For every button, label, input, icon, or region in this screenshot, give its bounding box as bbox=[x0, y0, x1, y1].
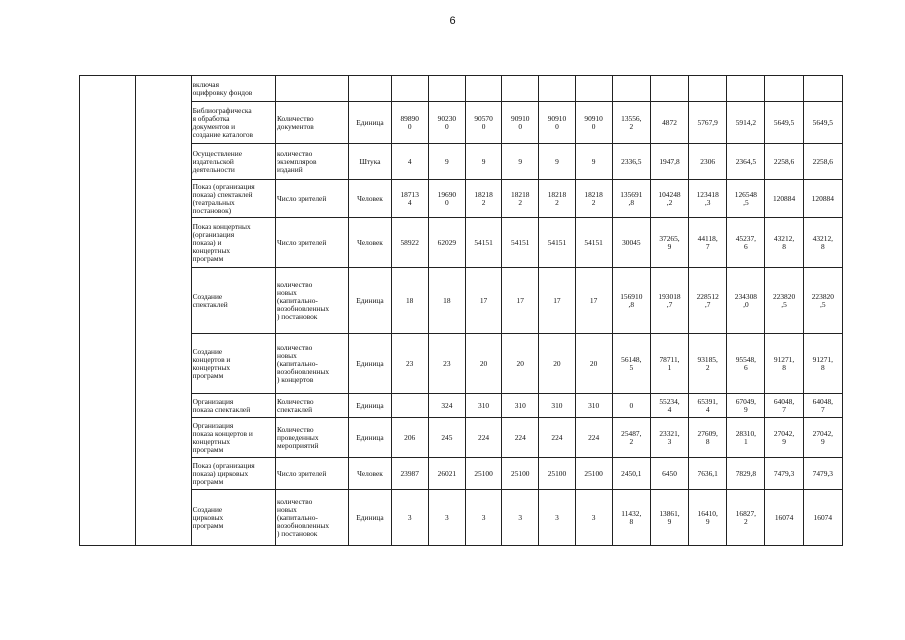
volume-value-cell: 224 bbox=[465, 418, 501, 458]
volume-value-cell: 54151 bbox=[502, 218, 539, 268]
blank-column-cell bbox=[80, 76, 136, 546]
cost-value-cell: 156910 ,8 bbox=[612, 268, 650, 334]
volume-value-cell: 54151 bbox=[575, 218, 612, 268]
volume-value-cell: 19690 0 bbox=[428, 180, 465, 218]
cost-value-cell: 43212, 8 bbox=[803, 218, 842, 268]
unit-cell: Единица bbox=[349, 268, 391, 334]
volume-value-cell: 310 bbox=[539, 394, 575, 418]
cost-value-cell bbox=[689, 76, 727, 102]
volume-value-cell: 9 bbox=[428, 144, 465, 180]
cost-value-cell: 27042, 9 bbox=[765, 418, 803, 458]
volume-value-cell: 18218 2 bbox=[465, 180, 501, 218]
volume-value-cell: 58922 bbox=[391, 218, 428, 268]
service-name-cell: Показ (организация показа) цирковых программ bbox=[191, 458, 275, 490]
volume-value-cell: 310 bbox=[502, 394, 539, 418]
unit-cell: Человек bbox=[349, 218, 391, 268]
cost-value-cell: 193018 ,7 bbox=[650, 268, 688, 334]
cost-value-cell: 2258,6 bbox=[765, 144, 803, 180]
cost-value-cell: 5914,2 bbox=[727, 102, 765, 144]
service-name-cell: Организация показа концертов и концертных программ bbox=[191, 418, 275, 458]
volume-value-cell: 9 bbox=[502, 144, 539, 180]
cost-value-cell: 234308 ,0 bbox=[727, 268, 765, 334]
cost-value-cell: 13556, 2 bbox=[612, 102, 650, 144]
table-row bbox=[80, 180, 843, 218]
cost-value-cell: 120884 bbox=[803, 180, 842, 218]
volume-value-cell: 3 bbox=[428, 490, 465, 546]
volume-value-cell: 90910 0 bbox=[502, 102, 539, 144]
unit-cell: Единица bbox=[349, 102, 391, 144]
table-row bbox=[80, 144, 843, 180]
cost-value-cell: 16410, 9 bbox=[689, 490, 727, 546]
volume-value-cell: 4 bbox=[391, 144, 428, 180]
volume-value-cell bbox=[539, 76, 575, 102]
volume-value-cell: 89890 0 bbox=[391, 102, 428, 144]
cost-value-cell: 16827, 2 bbox=[727, 490, 765, 546]
cost-value-cell: 56148, 5 bbox=[612, 334, 650, 394]
volume-value-cell bbox=[575, 76, 612, 102]
volume-value-cell: 20 bbox=[465, 334, 501, 394]
indicator-cell: Число зрителей bbox=[276, 180, 349, 218]
volume-value-cell: 9 bbox=[575, 144, 612, 180]
volume-value-cell: 17 bbox=[465, 268, 501, 334]
unit-cell: Единица bbox=[349, 418, 391, 458]
cost-value-cell: 91271, 8 bbox=[765, 334, 803, 394]
volume-value-cell: 54151 bbox=[465, 218, 501, 268]
volume-value-cell: 25100 bbox=[502, 458, 539, 490]
cost-value-cell: 123418 ,3 bbox=[689, 180, 727, 218]
volume-value-cell bbox=[502, 76, 539, 102]
cost-value-cell bbox=[650, 76, 688, 102]
volume-value-cell: 90230 0 bbox=[428, 102, 465, 144]
service-name-cell: включая оцифровку фондов bbox=[191, 76, 275, 102]
unit-cell: Единица bbox=[349, 334, 391, 394]
cost-value-cell: 44118, 7 bbox=[689, 218, 727, 268]
volume-value-cell: 18218 2 bbox=[502, 180, 539, 218]
volume-value-cell: 25100 bbox=[465, 458, 501, 490]
service-name-cell: Осуществление издательской деятельности bbox=[191, 144, 275, 180]
volume-value-cell: 18 bbox=[428, 268, 465, 334]
indicator-cell: количество новых (капитально- возобновленных ) концертов bbox=[276, 334, 349, 394]
volume-value-cell: 90910 0 bbox=[575, 102, 612, 144]
table-row bbox=[80, 458, 843, 490]
cost-value-cell: 23321, 3 bbox=[650, 418, 688, 458]
table-row bbox=[80, 394, 843, 418]
cost-value-cell: 104248 ,2 bbox=[650, 180, 688, 218]
volume-value-cell: 3 bbox=[465, 490, 501, 546]
service-name-cell: Организация показа спектаклей bbox=[191, 394, 275, 418]
cost-value-cell: 7636,1 bbox=[689, 458, 727, 490]
indicator-cell: Число зрителей bbox=[276, 218, 349, 268]
cost-value-cell: 30045 bbox=[612, 218, 650, 268]
volume-value-cell: 224 bbox=[502, 418, 539, 458]
cost-value-cell: 2306 bbox=[689, 144, 727, 180]
cost-value-cell: 223820 ,5 bbox=[765, 268, 803, 334]
cost-value-cell: 43212, 8 bbox=[765, 218, 803, 268]
cost-value-cell: 55234, 4 bbox=[650, 394, 688, 418]
volume-value-cell: 3 bbox=[502, 490, 539, 546]
volume-value-cell: 206 bbox=[391, 418, 428, 458]
cost-value-cell: 4872 bbox=[650, 102, 688, 144]
cost-value-cell: 5649,5 bbox=[803, 102, 842, 144]
volume-value-cell: 9 bbox=[465, 144, 501, 180]
cost-value-cell: 0 bbox=[612, 394, 650, 418]
cost-value-cell bbox=[727, 76, 765, 102]
volume-value-cell bbox=[391, 394, 428, 418]
cost-value-cell bbox=[765, 76, 803, 102]
volume-value-cell: 17 bbox=[502, 268, 539, 334]
cost-value-cell: 2336,5 bbox=[612, 144, 650, 180]
cost-value-cell: 27609, 8 bbox=[689, 418, 727, 458]
cost-value-cell: 16074 bbox=[765, 490, 803, 546]
unit-cell: Единица bbox=[349, 394, 391, 418]
cost-value-cell: 126548 ,5 bbox=[727, 180, 765, 218]
volume-value-cell: 3 bbox=[575, 490, 612, 546]
cost-value-cell: 228512 ,7 bbox=[689, 268, 727, 334]
volume-value-cell: 23987 bbox=[391, 458, 428, 490]
cost-value-cell: 95548, 6 bbox=[727, 334, 765, 394]
cost-value-cell: 2364,5 bbox=[727, 144, 765, 180]
cost-value-cell: 27042, 9 bbox=[803, 418, 842, 458]
unit-cell: Человек bbox=[349, 180, 391, 218]
service-name-cell: Создание цирковых программ bbox=[191, 490, 275, 546]
cost-value-cell: 25487, 2 bbox=[612, 418, 650, 458]
table-row bbox=[80, 102, 843, 144]
volume-value-cell: 224 bbox=[539, 418, 575, 458]
volume-value-cell: 18218 2 bbox=[539, 180, 575, 218]
service-name-cell: Создание спектаклей bbox=[191, 268, 275, 334]
cost-value-cell: 65391, 4 bbox=[689, 394, 727, 418]
indicator-cell: количество новых (капитально- возобновленных ) постановок bbox=[276, 268, 349, 334]
cost-value-cell bbox=[612, 76, 650, 102]
unit-cell: Единица bbox=[349, 490, 391, 546]
page-number: 6 bbox=[449, 15, 456, 27]
table-row bbox=[80, 218, 843, 268]
volume-value-cell: 3 bbox=[539, 490, 575, 546]
service-name-cell: Показ концертных (организация показа) и концертных программ bbox=[191, 218, 275, 268]
volume-value-cell bbox=[465, 76, 501, 102]
services-table bbox=[79, 75, 843, 546]
table-row bbox=[80, 76, 843, 102]
cost-value-cell: 67049, 9 bbox=[727, 394, 765, 418]
volume-value-cell: 18218 2 bbox=[575, 180, 612, 218]
unit-cell bbox=[349, 76, 391, 102]
service-name-cell: Показ (организация показа) спектаклей (театральных постановок) bbox=[191, 180, 275, 218]
table-row bbox=[80, 268, 843, 334]
volume-value-cell: 3 bbox=[391, 490, 428, 546]
cost-value-cell: 37265, 9 bbox=[650, 218, 688, 268]
indicator-cell: количество экземпляров изданий bbox=[276, 144, 349, 180]
unit-cell: Штука bbox=[349, 144, 391, 180]
cost-value-cell: 11432, 8 bbox=[612, 490, 650, 546]
volume-value-cell: 310 bbox=[575, 394, 612, 418]
volume-value-cell: 20 bbox=[502, 334, 539, 394]
indicator-cell: количество новых (капитально- возобновленных ) постановок bbox=[276, 490, 349, 546]
cost-value-cell: 91271, 8 bbox=[803, 334, 842, 394]
volume-value-cell: 62029 bbox=[428, 218, 465, 268]
unit-cell: Человек bbox=[349, 458, 391, 490]
volume-value-cell: 90910 0 bbox=[539, 102, 575, 144]
table-row bbox=[80, 418, 843, 458]
volume-value-cell: 310 bbox=[465, 394, 501, 418]
volume-value-cell: 26021 bbox=[428, 458, 465, 490]
volume-value-cell: 18713 4 bbox=[391, 180, 428, 218]
cost-value-cell: 120884 bbox=[765, 180, 803, 218]
indicator-cell: Количество документов bbox=[276, 102, 349, 144]
cost-value-cell: 5767,9 bbox=[689, 102, 727, 144]
cost-value-cell: 93185, 2 bbox=[689, 334, 727, 394]
volume-value-cell: 18 bbox=[391, 268, 428, 334]
cost-value-cell: 2258,6 bbox=[803, 144, 842, 180]
cost-value-cell: 7479,3 bbox=[803, 458, 842, 490]
volume-value-cell: 90570 0 bbox=[465, 102, 501, 144]
volume-value-cell: 224 bbox=[575, 418, 612, 458]
blank-column-cell bbox=[136, 76, 191, 546]
indicator-cell: Число зрителей bbox=[276, 458, 349, 490]
volume-value-cell: 324 bbox=[428, 394, 465, 418]
cost-value-cell: 64048, 7 bbox=[765, 394, 803, 418]
cost-value-cell bbox=[803, 76, 842, 102]
indicator-cell: Количество спектаклей bbox=[276, 394, 349, 418]
cost-value-cell: 13861, 9 bbox=[650, 490, 688, 546]
cost-value-cell: 6450 bbox=[650, 458, 688, 490]
volume-value-cell: 25100 bbox=[575, 458, 612, 490]
service-name-cell: Библиографическа я обработка документов и создание каталогов bbox=[191, 102, 275, 144]
table-row bbox=[80, 490, 843, 546]
volume-value-cell bbox=[391, 76, 428, 102]
cost-value-cell: 7479,3 bbox=[765, 458, 803, 490]
table-row bbox=[80, 334, 843, 394]
volume-value-cell: 54151 bbox=[539, 218, 575, 268]
volume-value-cell: 20 bbox=[539, 334, 575, 394]
volume-value-cell: 245 bbox=[428, 418, 465, 458]
volume-value-cell: 25100 bbox=[539, 458, 575, 490]
volume-value-cell bbox=[428, 76, 465, 102]
cost-value-cell: 16074 bbox=[803, 490, 842, 546]
cost-value-cell: 45237, 6 bbox=[727, 218, 765, 268]
service-name-cell: Создание концертов и концертных программ bbox=[191, 334, 275, 394]
cost-value-cell: 2450,1 bbox=[612, 458, 650, 490]
volume-value-cell: 23 bbox=[391, 334, 428, 394]
volume-value-cell: 17 bbox=[575, 268, 612, 334]
cost-value-cell: 28310, 1 bbox=[727, 418, 765, 458]
cost-value-cell: 1947,8 bbox=[650, 144, 688, 180]
cost-value-cell: 7829,8 bbox=[727, 458, 765, 490]
cost-value-cell: 5649,5 bbox=[765, 102, 803, 144]
volume-value-cell: 23 bbox=[428, 334, 465, 394]
cost-value-cell: 135691 ,8 bbox=[612, 180, 650, 218]
volume-value-cell: 9 bbox=[539, 144, 575, 180]
cost-value-cell: 64048, 7 bbox=[803, 394, 842, 418]
volume-value-cell: 17 bbox=[539, 268, 575, 334]
cost-value-cell: 78711, 1 bbox=[650, 334, 688, 394]
indicator-cell bbox=[276, 76, 349, 102]
cost-value-cell: 223820 ,5 bbox=[803, 268, 842, 334]
volume-value-cell: 20 bbox=[575, 334, 612, 394]
indicator-cell: Количество проведенных мероприятий bbox=[276, 418, 349, 458]
